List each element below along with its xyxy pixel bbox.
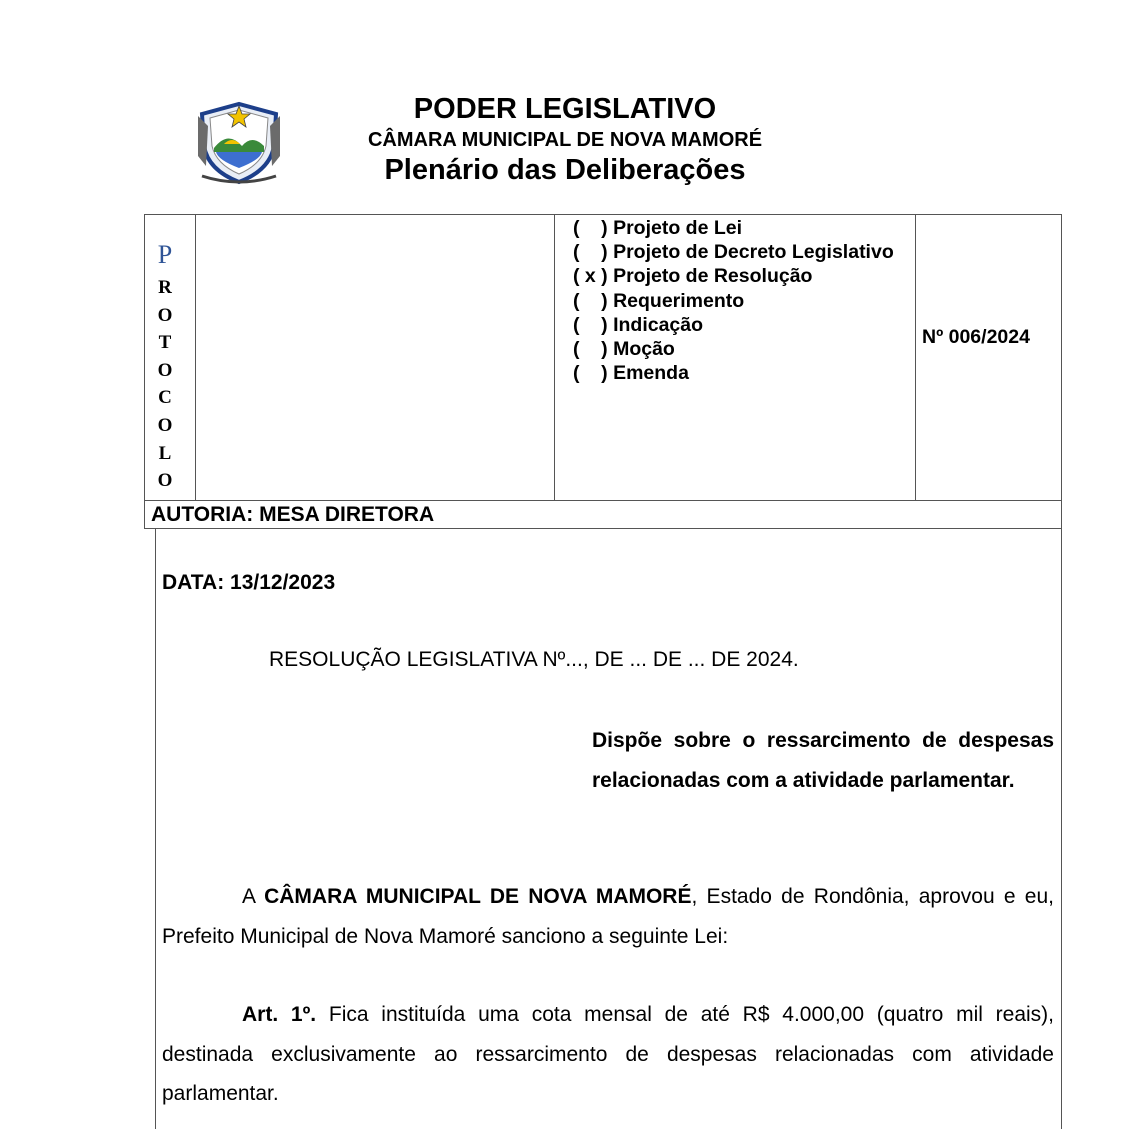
- article-1-text: Fica instituída uma cota mensal de até R$ 4.000,00 (quatro mil reais), destinada exclusivamente ao ressarcimento de despesas relacionadas com atividade parlamentar.: [162, 1003, 1054, 1105]
- document-number: Nº 006/2024: [922, 326, 1030, 348]
- ementa: Dispõe sobre o ressarcimento de despesas relacionadas com a atividade parlamentar.: [592, 729, 1054, 792]
- protocol-letter: R: [158, 277, 172, 298]
- table-divider: [915, 214, 916, 501]
- protocol-letter: L: [158, 442, 172, 464]
- option-item: ( ) Indicação: [573, 313, 704, 336]
- document-type-options: [573, 216, 894, 385]
- article-1-label: Art. 1º.: [242, 1003, 317, 1026]
- document-date: DATA: 13/12/2023: [162, 571, 336, 594]
- table-divider: [554, 214, 555, 501]
- protocol-letter: T: [158, 332, 172, 354]
- option-item: ( ) Emenda: [573, 362, 689, 385]
- protocol-letter: O: [157, 359, 173, 381]
- preamble-lead: A: [242, 885, 265, 908]
- protocol-letter: O: [157, 470, 173, 492]
- page-subtitle: CÂMARA MUNICIPAL DE NOVA MAMORÉ: [367, 129, 763, 151]
- body-border-right: [1061, 528, 1062, 1129]
- protocol-column: [150, 240, 180, 495]
- municipal-crest-icon: [194, 96, 284, 186]
- table-divider: [144, 500, 1062, 501]
- article-1-paragraph: [162, 995, 1054, 1114]
- page-title: PODER LEGISLATIVO: [413, 93, 717, 125]
- option-item: ( ) Projeto de Lei: [573, 217, 743, 239]
- protocol-letter: C: [158, 387, 172, 409]
- protocol-letter: O: [157, 304, 173, 326]
- table-divider: [195, 214, 196, 501]
- protocol-letter: O: [157, 414, 173, 436]
- authorship: AUTORIA: MESA DIRETORA: [151, 503, 435, 526]
- preamble-paragraph: [162, 877, 1054, 956]
- protocol-letter: P: [157, 240, 173, 269]
- option-item: ( ) Requerimento: [573, 289, 745, 312]
- preamble-text: , Estado de Rondônia, aprovou e eu, Prefeito Municipal de Nova Mamoré sanciono a seguinte Lei:: [162, 885, 1054, 948]
- resolution-title: RESOLUÇÃO LEGISLATIVA Nº..., DE ... DE ... DE 2024.: [269, 648, 799, 671]
- option-item: ( ) Projeto de Decreto Legislativo: [573, 241, 894, 264]
- body-border-left: [155, 528, 156, 1129]
- option-item: ( x ) Projeto de Resolução: [573, 265, 813, 288]
- preamble-bold: CÂMARA MUNICIPAL DE NOVA MAMORÉ: [264, 885, 692, 908]
- plenario-heading: Plenário das Deliberações: [384, 154, 746, 186]
- option-item: ( ) Moção: [573, 338, 675, 361]
